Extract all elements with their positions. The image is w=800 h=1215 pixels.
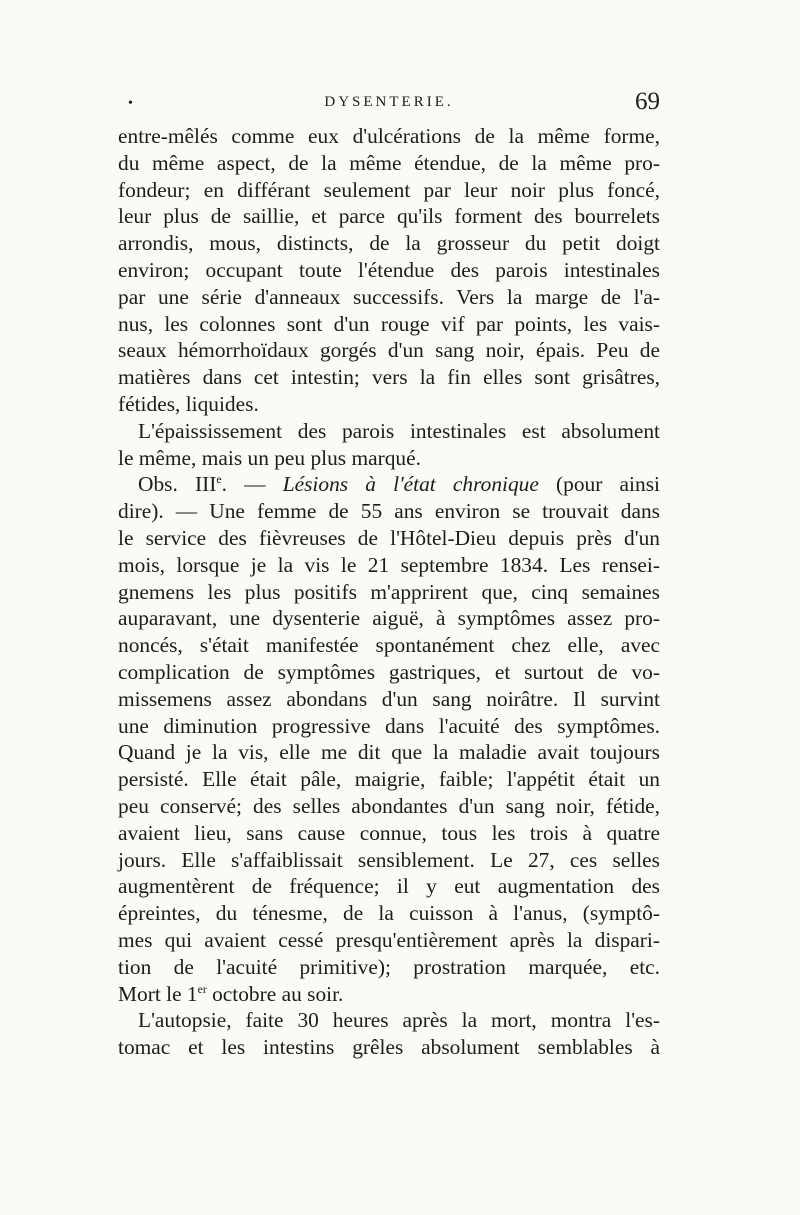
obs-label-superscript: e	[216, 473, 222, 487]
obs-tail: (pour ainsi	[556, 472, 660, 497]
death-line-end: octobre au soir.	[206, 981, 344, 1006]
paragraph-start-line: L'épaississement des parois intestinales est absolument	[138, 418, 660, 443]
text-line: augmentèrent de fréquence; il y eut augmentation des	[118, 874, 660, 899]
text-line: mois, lorsque je la vis le 21 septembre 1834. Les rensei-	[118, 552, 660, 577]
paragraph-start-line: L'autopsie, faite 30 heures après la mort, montra l'es-	[138, 1008, 660, 1033]
text-line: fétides, liquides.	[118, 391, 259, 416]
text-line: mes qui avaient cessé presqu'entièrement après la dispari-	[118, 927, 660, 952]
text-line: seaux hémorrhoïdaux gorgés d'un sang noir, épais. Peu de	[118, 338, 660, 363]
text-line: épreintes, du ténesme, de la cuisson à l'anus, (symptô-	[118, 901, 660, 926]
text-line: persisté. Elle était pâle, maigrie, faible; l'appétit était un	[118, 767, 660, 792]
text-line: dire). — Une femme de 55 ans environ se trouvait dans	[118, 499, 660, 524]
text-line: par une série d'anneaux successifs. Vers la marge de l'a-	[118, 284, 660, 309]
text-line: arrondis, mous, distincts, de la grosseur du petit doigt	[118, 231, 660, 256]
page-number: 69	[635, 88, 660, 115]
text-line: avaient lieu, sans cause connue, tous les trois à quatre	[118, 820, 660, 845]
text-line: tion de l'acuité primitive); prostration marquée, etc.	[118, 954, 660, 979]
text-line: le même, mais un peu plus marqué.	[118, 445, 421, 470]
text-line: fondeur; en différant seulement par leur noir plus foncé,	[118, 177, 660, 202]
death-line-superscript: er	[197, 982, 207, 996]
running-title: DYSENTERIE.	[324, 94, 454, 110]
text-line: une diminution progressive dans l'acuité des symptômes.	[118, 713, 660, 738]
text-line: leur plus de saillie, et parce qu'ils forment des bourrelets	[118, 204, 660, 229]
text-line: peu conservé; des selles abondantes d'un sang noir, fétide,	[118, 793, 660, 818]
page-body	[118, 123, 660, 1061]
page-header	[118, 88, 660, 122]
death-line-start: Mort le 1	[118, 981, 198, 1006]
text-line: tomac et les intestins grêles absolument semblables à	[118, 1035, 660, 1060]
text-line: matières dans cet intestin; vers la fin elles sont grisâtres,	[118, 365, 660, 390]
observation-heading	[118, 471, 660, 498]
text-line: entre-mêlés comme eux d'ulcérations de la même forme,	[118, 124, 660, 148]
text-line: jours. Elle s'affaiblissait sensiblement. Le 27, ces selles	[118, 847, 660, 872]
text-line: le service des fièvreuses de l'Hôtel-Dieu depuis près d'un	[118, 525, 660, 550]
text-line: nus, les colonnes sont d'un rouge vif par points, les vais-	[118, 311, 660, 336]
text-line: noncés, s'était manifestée spontanément chez elle, avec	[118, 633, 660, 658]
death-line	[118, 981, 660, 1008]
text-line: missemens assez abondans d'un sang noirâtre. Il survint	[118, 686, 660, 711]
obs-label: Obs. III	[138, 472, 217, 497]
obs-dash: . —	[221, 472, 266, 497]
text-line: gnemens les plus positifs m'apprirent que, cinq semaines	[118, 579, 660, 604]
text-line: du même aspect, de la même étendue, de la même pro-	[118, 150, 660, 175]
text-line: auparavant, une dysenterie aiguë, à symptômes assez pro-	[118, 606, 660, 631]
obs-title: Lésions à l'état chronique	[282, 472, 539, 497]
text-line: Quand je la vis, elle me dit que la maladie avait toujours	[118, 740, 660, 765]
header-ornament: •	[128, 96, 133, 111]
text-line: complication de symptômes gastriques, et surtout de vo-	[118, 659, 660, 684]
text-line: environ; occupant toute l'étendue des parois intestinales	[118, 257, 660, 282]
